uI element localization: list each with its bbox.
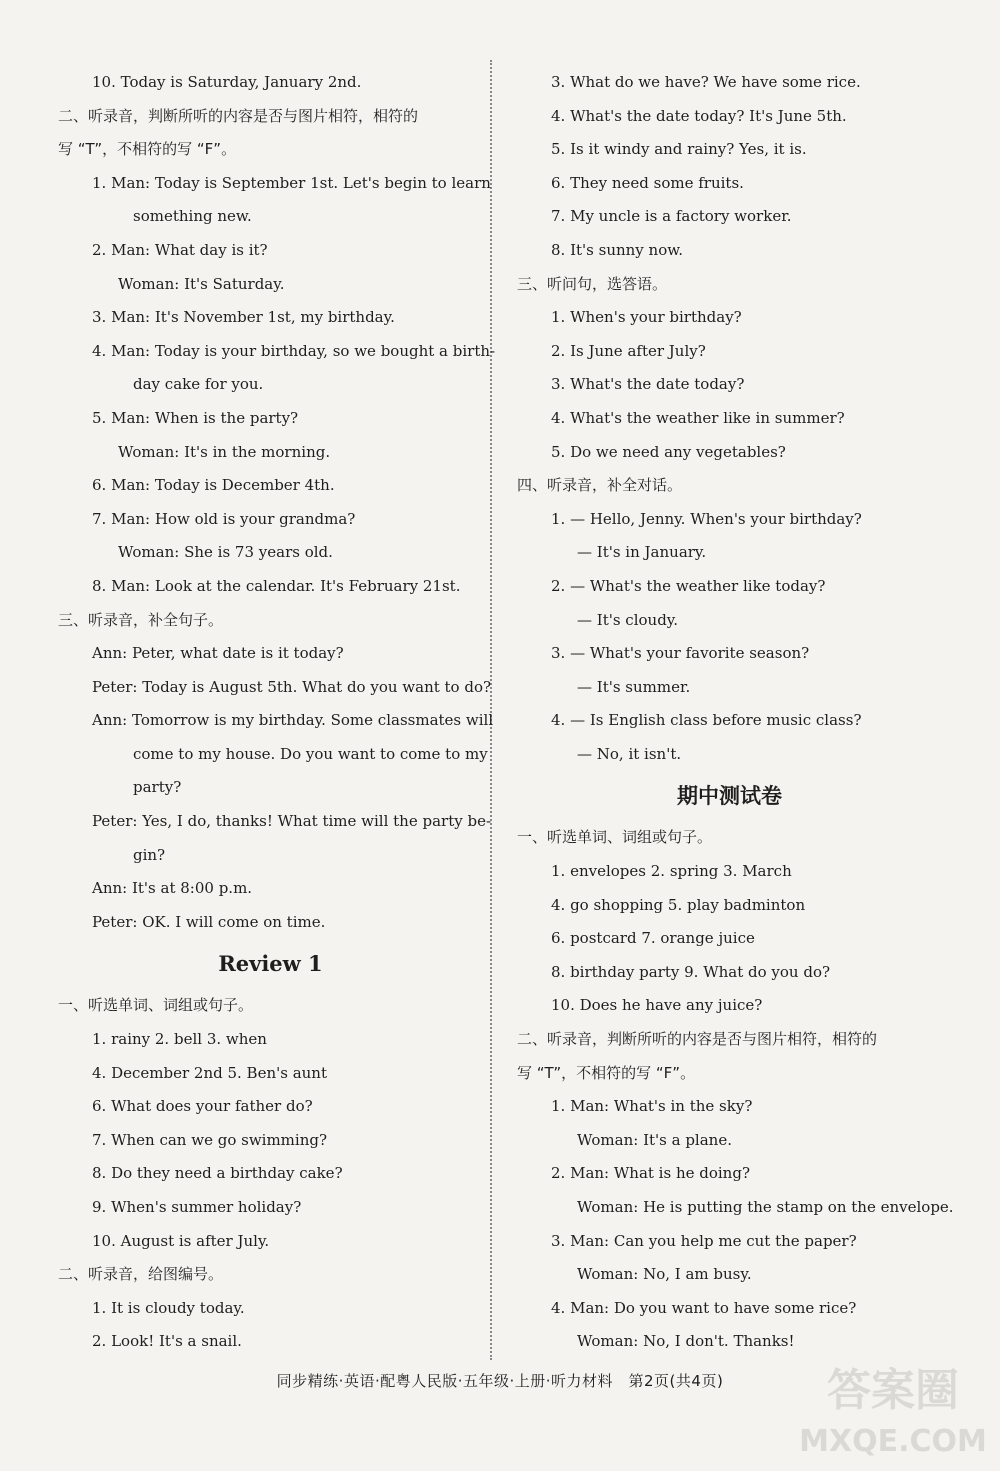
text-line: 7. When can we go swimming?: [92, 1130, 328, 1149]
text-line: Ann: It's at 8:00 p.m.: [92, 879, 253, 898]
text-line: 10. Today is Saturday, January 2nd.: [92, 73, 362, 91]
section-heading: 二、听录音，判断所听的内容是否与图片相符，相符的: [58, 106, 419, 125]
text-line: — It's summer.: [577, 677, 691, 696]
left-section-review: [58, 989, 483, 1359]
text-line: 6. Man: Today is December 4th.: [92, 476, 335, 495]
text-line: 1. rainy 2. bell 3. when: [92, 1030, 267, 1049]
text-line: Woman: It's a plane.: [577, 1130, 732, 1149]
left-section-listening: [58, 66, 496, 939]
text-line: 3. Man: It's November 1st, my birthday.: [92, 308, 395, 327]
section-heading: 写 “T”，不相符的写 “F”。: [517, 1063, 696, 1082]
text-line: gin?: [133, 845, 166, 864]
text-line: 1. Man: Today is September 1st. Let's begin to learn: [92, 173, 491, 192]
text-line: come to my house. Do you want to come to my: [133, 744, 488, 763]
text-line: 3. What do we have? We have some rice.: [551, 73, 861, 91]
text-line: 6. What does your father do?: [92, 1097, 313, 1116]
watermark-url-text: MXQE.COM: [799, 1424, 987, 1459]
section-heading: 三、听录音，补全句子。: [58, 610, 224, 629]
text-line: party?: [133, 778, 182, 797]
text-line: 4. go shopping 5. play badminton: [551, 895, 806, 914]
text-line: 6. They need some fruits.: [551, 173, 744, 192]
text-line: 3. — What's your favorite season?: [551, 644, 810, 663]
text-line: 2. Look! It's a snail.: [92, 1332, 242, 1351]
text-line: 4. What's the weather like in summer?: [551, 408, 845, 427]
section-heading: 四、听录音，补全对话。: [517, 476, 683, 495]
right-column: [517, 66, 954, 1359]
text-line: 1. envelopes 2. spring 3. March: [551, 862, 792, 881]
text-line: 1. Man: What's in the sky?: [551, 1097, 753, 1116]
text-line: — No, it isn't.: [577, 744, 682, 763]
text-line: 9. When's summer holiday?: [92, 1198, 302, 1216]
section-heading: 三、听问句，选答语。: [517, 274, 668, 293]
text-line: Ann: Tomorrow is my birthday. Some classmates will: [92, 711, 494, 730]
text-line: 1. When's your birthday?: [551, 308, 742, 327]
text-line: Woman: He is putting the stamp on the envelope.: [577, 1198, 954, 1216]
text-line: 7. Man: How old is your grandma?: [92, 509, 356, 528]
text-line: 8. birthday party 9. What do you do?: [551, 962, 831, 981]
text-line: 1. — Hello, Jenny. When's your birthday?: [551, 509, 862, 528]
text-line: Woman: No, I don't. Thanks!: [577, 1332, 795, 1351]
text-line: 7. My uncle is a factory worker.: [551, 207, 792, 226]
text-line: 1. It is cloudy today.: [92, 1298, 245, 1317]
text-line: Woman: It's Saturday.: [118, 274, 285, 293]
text-line: — It's cloudy.: [577, 610, 679, 629]
text-line: day cake for you.: [133, 375, 264, 394]
text-line: 8. Do they need a birthday cake?: [92, 1164, 343, 1183]
text-line: 2. Is June after July?: [551, 341, 706, 360]
section-heading: 二、听录音，判断所听的内容是否与图片相符，相符的: [517, 1030, 878, 1049]
section-heading: 写 “T”，不相符的写 “F”。: [58, 140, 237, 159]
text-line: 4. What's the date today? It's June 5th.: [551, 106, 847, 125]
review-title: Review 1: [218, 951, 323, 977]
text-line: something new.: [133, 207, 252, 226]
text-line: Woman: It's in the morning.: [118, 442, 331, 461]
left-column: [58, 66, 496, 1359]
text-line: 3. Man: Can you help me cut the paper?: [551, 1231, 857, 1250]
text-line: Ann: Peter, what date is it today?: [92, 644, 344, 663]
text-line: 8. It's sunny now.: [551, 240, 684, 259]
text-line: 6. postcard 7. orange juice: [551, 929, 755, 948]
text-line: 5. Do we need any vegetables?: [551, 442, 786, 461]
section-heading: 二、听录音，给图编号。: [58, 1265, 224, 1284]
text-line: Woman: She is 73 years old.: [118, 543, 333, 562]
text-line: Peter: Today is August 5th. What do you want to do?: [92, 677, 492, 696]
text-line: 2. Man: What day is it?: [92, 240, 268, 259]
text-line: 3. What's the date today?: [551, 375, 745, 394]
text-line: 4. December 2nd 5. Ben's aunt: [92, 1063, 327, 1082]
text-line: 5. Is it windy and rainy? Yes, it is.: [551, 140, 807, 159]
text-line: 10. August is after July.: [92, 1231, 270, 1250]
text-line: Peter: Yes, I do, thanks! What time will the party be-: [92, 812, 492, 831]
text-line: 4. Man: Today is your birthday, so we bought a birth-: [92, 341, 496, 360]
text-line: Woman: No, I am busy.: [577, 1265, 752, 1284]
section-heading: 一、听选单词、词组或句子。: [517, 828, 713, 847]
text-line: 10. Does he have any juice?: [551, 996, 763, 1015]
section-heading: 一、听选单词、词组或句子。: [58, 996, 254, 1015]
text-line: — It's in January.: [577, 543, 707, 562]
watermark-logo: [798, 1353, 988, 1463]
text-line: 5. Man: When is the party?: [92, 408, 299, 427]
text-line: 2. Man: What is he doing?: [551, 1164, 750, 1183]
text-line: Peter: OK. I will come on time.: [92, 912, 326, 931]
text-line: 2. — What's the weather like today?: [551, 576, 826, 595]
text-line: 4. — Is English class before music class?: [551, 711, 862, 730]
watermark-logo-text: 答案圈: [827, 1365, 959, 1416]
text-line: 4. Man: Do you want to have some rice?: [551, 1298, 857, 1317]
text-line: 8. Man: Look at the calendar. It's February 21st.: [92, 576, 461, 595]
page-footer: 同步精练·英语·配粤人民版·五年级·上册·听力材料 第2页(共4页): [276, 1372, 724, 1390]
right-section-continued: [517, 66, 942, 771]
right-section-midterm: [517, 821, 954, 1359]
midterm-title: 期中测试卷: [677, 784, 782, 809]
